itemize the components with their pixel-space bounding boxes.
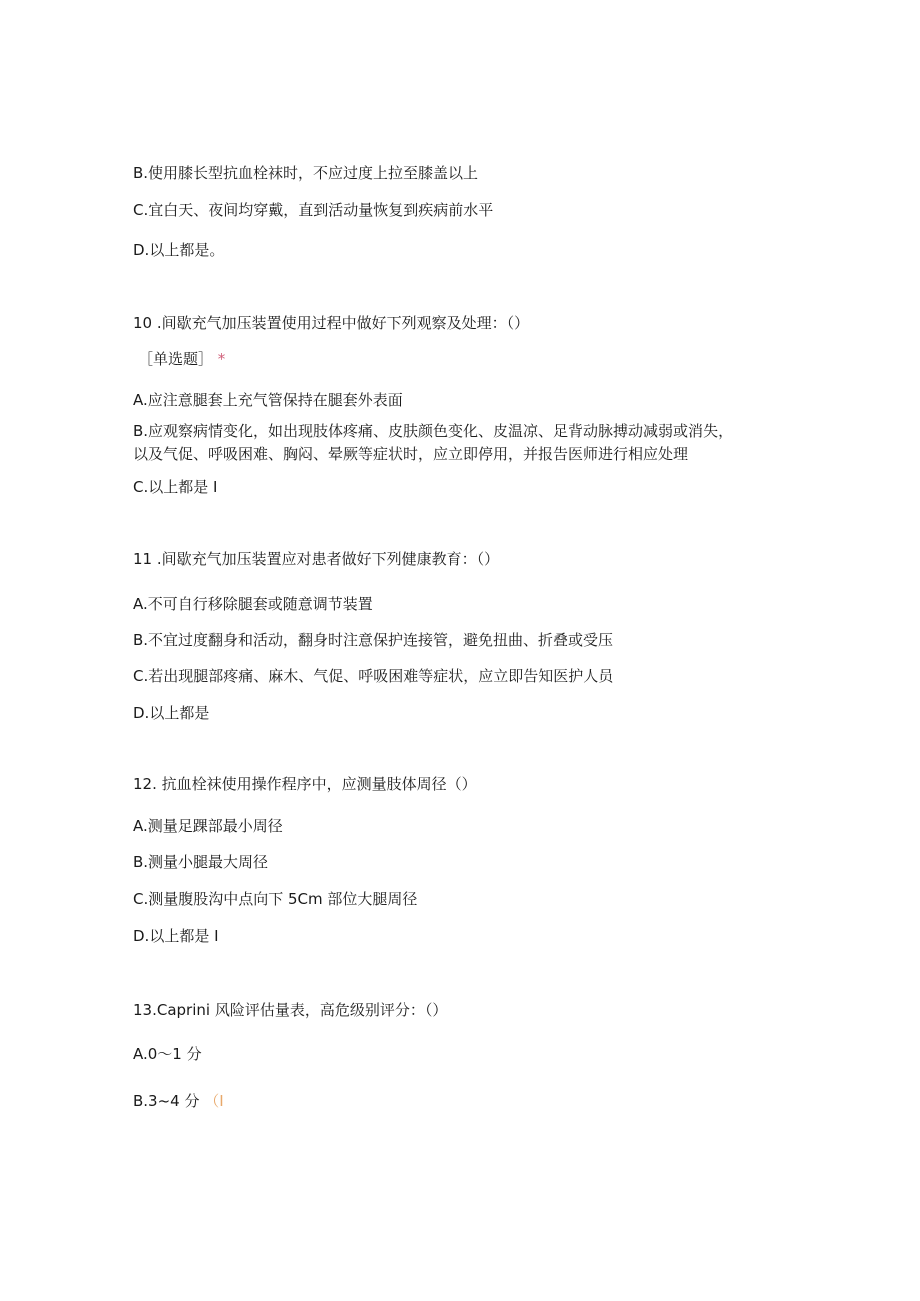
option-12-b: B.测量小腿最大周径 xyxy=(133,853,269,871)
question-11-title: 11 .间歇充气加压装置应对患者做好下列健康教育：（） xyxy=(133,550,500,568)
option-12-d: D.以上都是 I xyxy=(133,927,219,945)
option-11-c: C.若出现腿部疼痛、麻木、气促、呼吸困难等症状，应立即告知医护人员 xyxy=(133,667,614,685)
option-10-c: C.以上都是 I xyxy=(133,478,218,496)
required-star-icon: * xyxy=(217,350,226,368)
option-13-b xyxy=(133,1091,224,1111)
option-13-b-text: B.3~4 分 xyxy=(133,1092,200,1110)
question-type-label xyxy=(138,349,225,369)
option-11-a: A.不可自行移除腿套或随意调节装置 xyxy=(133,595,373,613)
option-12-c: C.测量腹股沟中点向下 5Cm 部位大腿周径 xyxy=(133,890,418,908)
question-12-title: 12. 抗血栓袜使用操作程序中，应测量肢体周径（） xyxy=(133,775,477,793)
stray-mark: （I xyxy=(204,1092,224,1110)
option-10-b-line1: B.应观察病情变化，如出现肢体疼痛、皮肤颜色变化、皮温凉、足背动脉搏动减弱或消失， xyxy=(133,422,734,440)
question-type-text: ［单选题］ xyxy=(138,350,214,368)
question-10-title: 10 .间歇充气加压装置使用过程中做好下列观察及处理：（） xyxy=(133,314,530,332)
option-13-a: A.0～1 分 xyxy=(133,1045,202,1063)
option-10-b-line2: 以及气促、呼吸困难、胸闷、晕厥等症状时，应立即停用，并报告医师进行相应处理 xyxy=(133,445,689,463)
question-13-title: 13.Caprini 风险评估量表，高危级别评分：（） xyxy=(133,1001,448,1019)
option-12-a: A.测量足踝部最小周径 xyxy=(133,817,283,835)
option-9-b: B.使用膝长型抗血栓袜时，不应过度上拉至膝盖以上 xyxy=(133,164,479,182)
option-9-d: D.以上都是。 xyxy=(133,241,225,259)
option-11-b: B.不宜过度翻身和活动，翻身时注意保护连接管，避免扭曲、折叠或受压 xyxy=(133,631,614,649)
option-11-d: D.以上都是 xyxy=(133,704,210,722)
option-9-c: C.宜白天、夜间均穿戴，直到活动量恢复到疾病前水平 xyxy=(133,201,494,219)
option-10-a: A.应注意腿套上充气管保持在腿套外表面 xyxy=(133,391,403,409)
